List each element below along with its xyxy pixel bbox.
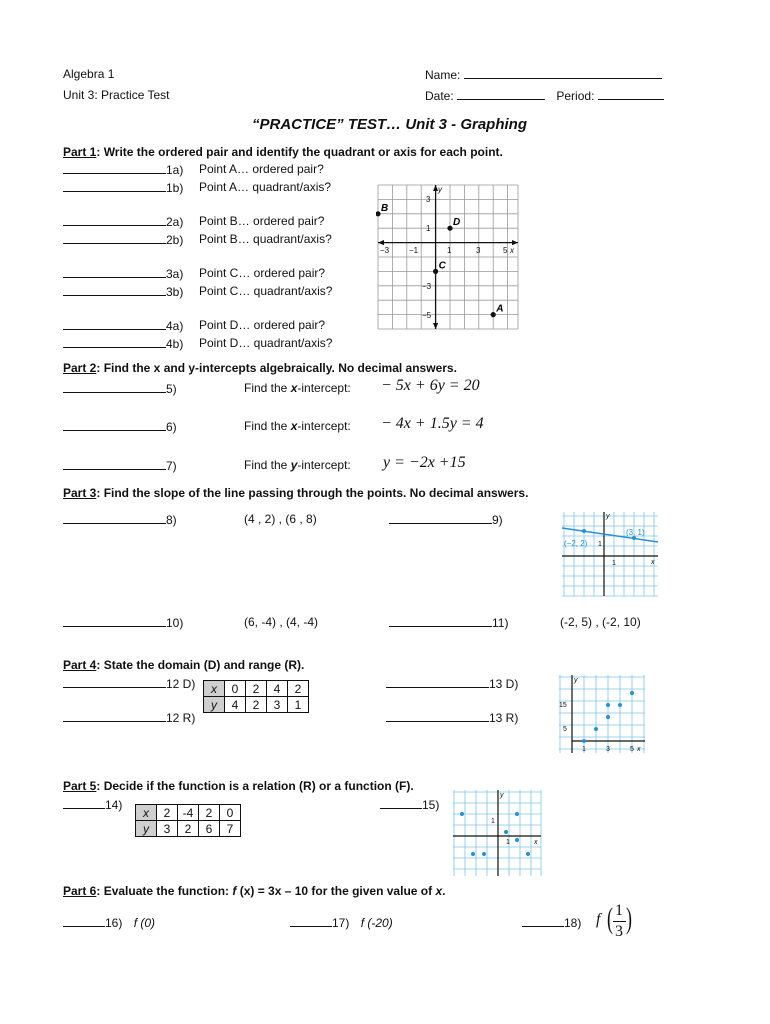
question-15-graph [451, 788, 543, 878]
part1-instructions: : Write the ordered pair and identify the quadrant or axis for each point. [96, 145, 503, 159]
part1-header [63, 145, 503, 159]
answer-blank[interactable] [63, 336, 166, 348]
data-point [515, 812, 519, 816]
point-label: B [381, 202, 389, 214]
question-7[interactable] [63, 454, 466, 473]
x-tick-label: −1 [409, 246, 419, 255]
question-text: Point C… quadrant/axis? [199, 284, 333, 298]
y-arrow-down-icon [433, 323, 438, 329]
x-tick-label: 3 [476, 246, 481, 255]
question-number: 4b) [166, 337, 184, 351]
y-axis-label: y [574, 677, 578, 684]
y-tick-label: −3 [422, 282, 432, 291]
question-1a[interactable] [63, 162, 324, 177]
equation: − 5x + 6y = 20 [381, 377, 480, 394]
point-c [433, 269, 438, 274]
tick-label: 15 [559, 702, 567, 709]
question-number: 13 D) [489, 677, 519, 691]
fraction-denominator: 3 [615, 923, 623, 940]
table-cell: 2 [246, 681, 267, 697]
answer-blank[interactable] [63, 710, 166, 722]
question-2b[interactable] [63, 232, 332, 247]
question-9[interactable] [389, 512, 503, 527]
tick-label: 1 [582, 746, 586, 753]
x-tick-label: 5 [503, 246, 508, 255]
y-axis-label: y [438, 185, 442, 194]
part2-instructions: : Find the x and y-intercepts algebraically. No decimal answers. [96, 361, 457, 375]
answer-blank[interactable] [63, 214, 166, 226]
part2-label: Part 2 [63, 361, 97, 375]
function-name: f [596, 911, 601, 928]
tick-label: 5 [630, 746, 634, 753]
question-number: 18) [564, 916, 582, 930]
answer-blank[interactable] [63, 458, 166, 470]
question-number: 17) [332, 916, 350, 930]
answer-blank[interactable] [63, 318, 166, 330]
answer-blank[interactable] [63, 419, 166, 431]
question-2a[interactable] [63, 214, 325, 229]
question-16[interactable] [63, 915, 155, 930]
part5-header [63, 779, 414, 793]
answer-blank[interactable] [63, 797, 105, 809]
table-cell: 4 [225, 697, 246, 713]
data-point [471, 852, 475, 856]
question-text: Point B… quadrant/axis? [199, 232, 332, 246]
tick-label: 1 [506, 839, 510, 846]
question-number: 2a) [166, 215, 184, 229]
point-label: A [496, 303, 504, 315]
answer-blank[interactable] [380, 797, 422, 809]
answer-blank[interactable] [389, 512, 492, 524]
question-prompt: Find the x-intercept: [244, 419, 351, 433]
question-number: 1a) [166, 163, 184, 177]
data-point [582, 739, 586, 743]
equation: y = −2x +15 [383, 454, 466, 471]
answer-blank[interactable] [63, 232, 166, 244]
table-row [204, 681, 309, 697]
tick-label: 5 [563, 726, 567, 733]
question-12-domain[interactable] [63, 676, 195, 691]
x-tick-label: −3 [380, 246, 390, 255]
answer-blank[interactable] [63, 180, 166, 192]
paren-left-icon: ( [607, 902, 613, 935]
x-axis-label: x [651, 559, 655, 566]
data-point [482, 852, 486, 856]
table-cell: 6 [199, 821, 220, 837]
answer-blank[interactable] [63, 381, 166, 393]
period-label: Period: [556, 89, 595, 103]
fraction-bar [613, 921, 626, 922]
data-point [460, 812, 464, 816]
question-text: Point D… ordered pair? [199, 318, 326, 332]
question-number: 4a) [166, 319, 184, 333]
part4-header [63, 658, 304, 672]
y-axis-label: y [606, 513, 610, 520]
question-text: Point A… ordered pair? [199, 162, 324, 176]
question-text: Point A… quadrant/axis? [199, 180, 332, 194]
table-cell: 2 [157, 805, 178, 821]
y-tick-label: 1 [426, 224, 431, 233]
question-number: 11) [492, 616, 509, 630]
answer-blank[interactable] [386, 676, 489, 688]
question-text: Point C… ordered pair? [199, 266, 326, 280]
table-row [136, 805, 241, 821]
part2-header [63, 361, 457, 375]
question-number: 14) [105, 798, 123, 812]
variable-name: x [435, 884, 443, 898]
question-13-domain[interactable] [386, 676, 518, 691]
data-point [504, 830, 508, 834]
point-label: (3, 1) [626, 528, 645, 537]
question-17[interactable] [290, 915, 393, 930]
part3-instructions: : Find the slope of the line passing through the points. No decimal answers. [96, 486, 529, 500]
answer-blank[interactable] [522, 915, 564, 927]
tick-label: 3 [606, 746, 610, 753]
part6-label: Part 6 [63, 884, 97, 898]
question-12-range[interactable] [63, 710, 195, 725]
part6-header [63, 884, 445, 898]
data-point [618, 703, 622, 707]
question-number: 7) [166, 459, 177, 473]
point-d [447, 226, 452, 231]
question-number: 12 R) [166, 711, 196, 725]
answer-blank[interactable] [389, 615, 492, 627]
table-cell: 3 [157, 821, 178, 837]
table-cell: 4 [267, 681, 288, 697]
table-cell: 1 [288, 697, 309, 713]
y-axis-label: y [500, 792, 504, 799]
question-number: 13 R) [489, 711, 519, 725]
function-call: f (0) [133, 916, 156, 930]
unit-label: Unit 3: Practice Test [63, 88, 170, 102]
answer-blank[interactable] [63, 512, 166, 524]
data-point [526, 852, 530, 856]
name-field[interactable] [425, 67, 662, 82]
question-4b[interactable] [63, 336, 333, 351]
y-tick-label: 3 [426, 195, 431, 204]
question-number: 1b) [166, 181, 184, 195]
question-3a[interactable] [63, 266, 326, 281]
data-point [594, 727, 598, 731]
x-axis-label: x [637, 746, 641, 753]
question-10[interactable] [63, 615, 319, 630]
question-14[interactable] [63, 797, 122, 812]
equation: − 4x + 1.5y = 4 [381, 415, 484, 432]
part5-xy-table [135, 804, 241, 837]
table-cell: y [204, 697, 225, 713]
table-cell: y [136, 821, 157, 837]
y-tick-label: −5 [422, 311, 432, 320]
question-18[interactable] [522, 915, 581, 930]
answer-blank[interactable] [63, 266, 166, 278]
tick-label: 1 [598, 541, 602, 548]
question-number: 16) [105, 916, 123, 930]
answer-blank[interactable] [63, 284, 166, 296]
table-cell: -4 [178, 805, 199, 821]
data-point [630, 691, 634, 695]
part5-instructions: : Decide if the function is a relation (R) or a function (F). [96, 779, 414, 793]
data-point [582, 529, 586, 533]
point-label: (−2, 2) [564, 539, 588, 548]
point-a [491, 312, 496, 317]
answer-blank[interactable] [386, 710, 489, 722]
answer-blank[interactable] [63, 615, 166, 627]
table-cell: 7 [220, 821, 241, 837]
point-label: C [438, 260, 446, 272]
question-number: 2b) [166, 233, 184, 247]
course-label: Algebra 1 [63, 67, 115, 81]
question-number: 6) [166, 420, 177, 434]
point-pair: (-2, 5) , (-2, 10) [560, 615, 641, 629]
part1-label: Part 1 [63, 145, 97, 159]
part1-coordinate-grid [376, 183, 520, 331]
function-call-fraction [596, 900, 636, 944]
table-cell: 0 [225, 681, 246, 697]
date-field[interactable] [425, 88, 664, 103]
question-3b[interactable] [63, 284, 333, 299]
paren-right-icon: ) [626, 902, 632, 935]
table-cell: 2 [178, 821, 199, 837]
point-b [376, 211, 381, 216]
table-row [136, 821, 241, 837]
question-text: Point D… quadrant/axis? [199, 336, 333, 350]
part3-header [63, 486, 528, 500]
table-cell: 0 [220, 805, 241, 821]
page-title: “PRACTICE” TEST… Unit 3 - Graphing [252, 116, 528, 133]
question-prompt: Find the y-intercept: [244, 458, 351, 472]
function-call: f (-20) [360, 916, 393, 930]
answer-blank[interactable] [63, 676, 166, 688]
question-15[interactable] [380, 797, 439, 812]
question-11[interactable] [389, 615, 641, 630]
tick-label: 1 [612, 560, 616, 567]
question-text: Point B… ordered pair? [199, 214, 325, 228]
period-blank[interactable] [598, 88, 664, 100]
question-number: 9) [492, 513, 503, 527]
question-number: 5) [166, 382, 177, 396]
question-9-graph [560, 510, 660, 598]
x-axis-label: x [510, 246, 514, 255]
table-row [204, 697, 309, 713]
data-point [606, 715, 610, 719]
table-cell: 2 [199, 805, 220, 821]
date-blank[interactable] [457, 88, 545, 100]
tick-label: 1 [491, 818, 495, 825]
question-13-graph [557, 673, 647, 755]
question-5[interactable] [63, 377, 480, 396]
point-label: D [453, 217, 461, 229]
plotted-points [460, 812, 530, 856]
x-axis-label: x [534, 839, 538, 846]
table-cell: 3 [267, 697, 288, 713]
question-13-range[interactable] [386, 710, 518, 725]
part4-instructions: : State the domain (D) and range (R). [96, 658, 305, 672]
x-tick-label: 1 [447, 246, 452, 255]
question-1b[interactable] [63, 180, 332, 195]
part6-instructions: : Evaluate the function: [96, 884, 233, 898]
instruction-end: . [442, 884, 446, 898]
x-arrow-icon [512, 240, 518, 245]
question-number: 3a) [166, 267, 184, 281]
part3-label: Part 3 [63, 486, 97, 500]
question-number: 3b) [166, 285, 184, 299]
question-number: 10) [166, 616, 184, 630]
function-definition: (x) = 3x – 10 for the given value of [236, 884, 436, 898]
table-cell: 2 [288, 681, 309, 697]
answer-blank[interactable] [63, 162, 166, 174]
part4-xy-table [203, 680, 309, 713]
data-point [606, 703, 610, 707]
table-cell: x [204, 681, 225, 697]
fraction-numerator: 1 [615, 902, 623, 919]
question-4a[interactable] [63, 318, 326, 333]
table-cell: 2 [246, 697, 267, 713]
question-prompt: Find the x-intercept: [244, 381, 351, 395]
point-pair: (6, -4) , (4, -4) [244, 615, 319, 629]
function-name: f [232, 884, 237, 898]
data-point [515, 838, 519, 842]
date-label: Date: [425, 89, 454, 103]
name-blank[interactable] [464, 67, 662, 79]
question-8[interactable] [63, 512, 317, 527]
answer-blank[interactable] [290, 915, 332, 927]
question-number: 8) [166, 513, 177, 527]
part5-label: Part 5 [63, 779, 97, 793]
answer-blank[interactable] [63, 915, 105, 927]
part4-label: Part 4 [63, 658, 97, 672]
point-pair: (4 , 2) , (6 , 8) [244, 512, 317, 526]
question-number: 15) [422, 798, 440, 812]
x-arrow-left-icon [378, 240, 384, 245]
name-label: Name: [425, 68, 461, 82]
table-cell: x [136, 805, 157, 821]
question-6[interactable] [63, 415, 484, 434]
question-number: 12 D) [166, 677, 196, 691]
